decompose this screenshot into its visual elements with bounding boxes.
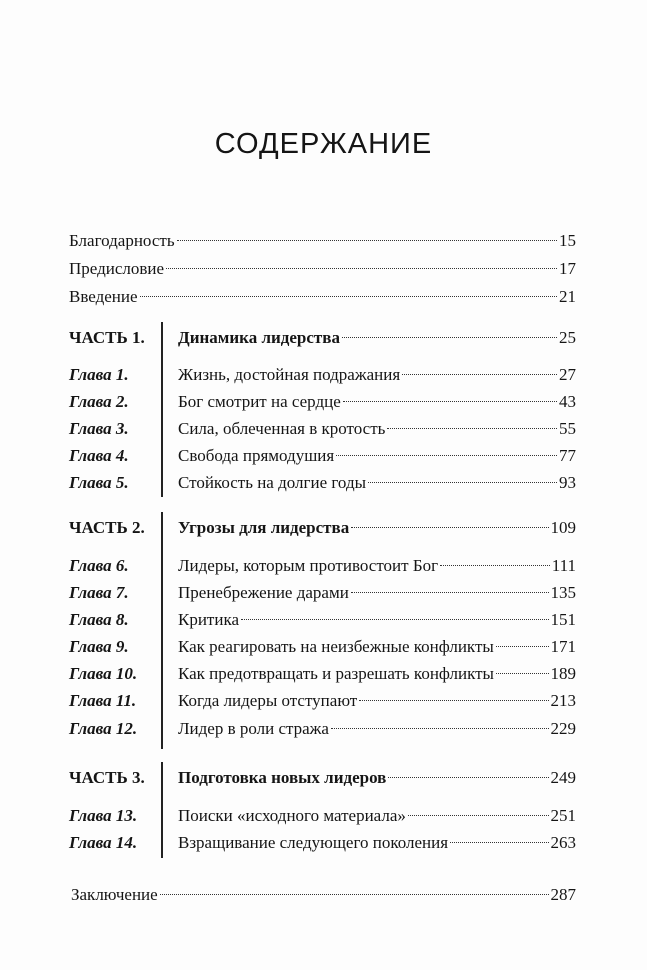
toc-entry xyxy=(69,256,576,282)
part-divider-line xyxy=(161,512,163,749)
chapter-page: 263 xyxy=(550,833,576,852)
part-entry xyxy=(178,515,576,541)
chapter-title: Сила, облеченная в кротость xyxy=(178,419,386,438)
entry-title: Заключение xyxy=(71,885,158,904)
chapter-number: Глава 2. xyxy=(69,392,129,411)
part-number: ЧАСТЬ 3. xyxy=(69,768,145,787)
chapter-page: 93 xyxy=(559,473,576,492)
chapter-entry xyxy=(178,634,576,660)
chapter-title: Как предотвращать и разрешать конфликты xyxy=(178,664,494,683)
entry-page: 21 xyxy=(559,287,576,306)
entry-title: Благодарность xyxy=(69,231,175,250)
chapter-title: Взращивание следующего поколения xyxy=(178,833,449,852)
leader-dots xyxy=(343,401,557,402)
chapter-title: Пренебрежение дарами xyxy=(178,583,349,602)
chapter-page: 55 xyxy=(559,419,576,438)
chapter-title: Жизнь, достойная подражания xyxy=(178,365,401,384)
chapter-entry xyxy=(178,688,576,714)
leader-dots xyxy=(351,592,549,593)
chapter-page: 251 xyxy=(550,806,576,825)
chapter-entry xyxy=(178,661,576,687)
part-page: 249 xyxy=(550,768,576,787)
chapter-entry xyxy=(178,803,576,829)
chapter-title: Стойкость на долгие годы xyxy=(178,473,367,492)
part-page: 25 xyxy=(559,328,576,347)
chapter-number: Глава 8. xyxy=(69,610,129,629)
leader-dots xyxy=(368,482,557,483)
chapter-number: Глава 12. xyxy=(69,719,138,738)
chapter-page: 151 xyxy=(550,610,576,629)
part-entry xyxy=(178,325,576,351)
page-title: СОДЕРЖАНИЕ xyxy=(214,128,433,160)
chapter-number: Глава 1. xyxy=(69,365,129,384)
chapter-title: Критика xyxy=(178,610,240,629)
leader-dots xyxy=(387,428,557,429)
leader-dots xyxy=(177,240,557,241)
entry-page: 15 xyxy=(559,231,576,250)
entry-page: 17 xyxy=(559,259,576,278)
part-title: Угрозы для лидерства xyxy=(178,518,350,537)
part-page: 109 xyxy=(550,518,576,537)
chapter-number: Глава 10. xyxy=(69,664,138,683)
toc-entry xyxy=(71,882,576,908)
leader-dots xyxy=(408,815,549,816)
part-divider-line xyxy=(161,762,163,858)
part-title: Динамика лидерства xyxy=(178,328,340,347)
leader-dots xyxy=(440,565,550,566)
chapter-entry xyxy=(178,443,576,469)
chapter-number: Глава 9. xyxy=(69,637,129,656)
chapter-number: Глава 13. xyxy=(69,806,138,825)
chapter-entry xyxy=(178,580,576,606)
chapter-entry xyxy=(178,362,576,388)
chapter-page: 135 xyxy=(550,583,576,602)
part-divider-line xyxy=(161,322,163,497)
toc-entry xyxy=(69,284,576,310)
leader-dots xyxy=(166,268,557,269)
leader-dots xyxy=(241,619,548,620)
chapter-page: 189 xyxy=(550,664,576,683)
leader-dots xyxy=(450,842,548,843)
chapter-title: Бог смотрит на сердце xyxy=(178,392,341,411)
chapter-entry xyxy=(178,389,576,415)
chapter-number: Глава 6. xyxy=(69,556,129,575)
chapter-number: Глава 7. xyxy=(69,583,129,602)
part-entry xyxy=(178,765,576,791)
chapter-page: 43 xyxy=(559,392,576,411)
chapter-page: 27 xyxy=(559,365,576,384)
chapter-title: Как реагировать на неизбежные конфликты xyxy=(178,637,494,656)
part-number: ЧАСТЬ 1. xyxy=(69,328,145,347)
leader-dots xyxy=(336,455,557,456)
leader-dots xyxy=(351,527,548,528)
chapter-entry xyxy=(178,716,576,742)
chapter-title: Когда лидеры отступают xyxy=(178,691,358,710)
chapter-page: 111 xyxy=(551,556,576,575)
chapter-entry xyxy=(178,607,576,633)
leader-dots xyxy=(402,374,557,375)
chapter-number: Глава 4. xyxy=(69,446,129,465)
toc-entry xyxy=(69,228,576,254)
entry-title: Введение xyxy=(69,287,138,306)
leader-dots xyxy=(496,646,549,647)
chapter-page: 77 xyxy=(559,446,576,465)
leader-dots xyxy=(359,700,548,701)
chapter-entry xyxy=(178,830,576,856)
leader-dots xyxy=(140,296,557,297)
chapter-title: Лидер в роли стража xyxy=(178,719,329,738)
part-title: Подготовка новых лидеров xyxy=(178,768,387,787)
chapter-page: 229 xyxy=(550,719,576,738)
leader-dots xyxy=(496,673,549,674)
chapter-number: Глава 14. xyxy=(69,833,138,852)
entry-title: Предисловие xyxy=(69,259,165,278)
chapter-title: Лидеры, которым противостоит Бог xyxy=(178,556,439,575)
chapter-number: Глава 3. xyxy=(69,419,129,438)
entry-page: 287 xyxy=(550,885,576,904)
leader-dots xyxy=(342,337,557,338)
chapter-title: Поиски «исходного материала» xyxy=(178,806,406,825)
chapter-title: Свобода прямодушия xyxy=(178,446,335,465)
chapter-number: Глава 11. xyxy=(69,691,137,710)
leader-dots xyxy=(388,777,548,778)
leader-dots xyxy=(160,894,549,895)
chapter-page: 213 xyxy=(550,691,576,710)
leader-dots xyxy=(331,728,549,729)
chapter-page: 171 xyxy=(550,637,576,656)
chapter-entry xyxy=(178,553,576,579)
chapter-number: Глава 5. xyxy=(69,473,129,492)
part-number: ЧАСТЬ 2. xyxy=(69,518,145,537)
chapter-entry xyxy=(178,470,576,496)
chapter-entry xyxy=(178,416,576,442)
